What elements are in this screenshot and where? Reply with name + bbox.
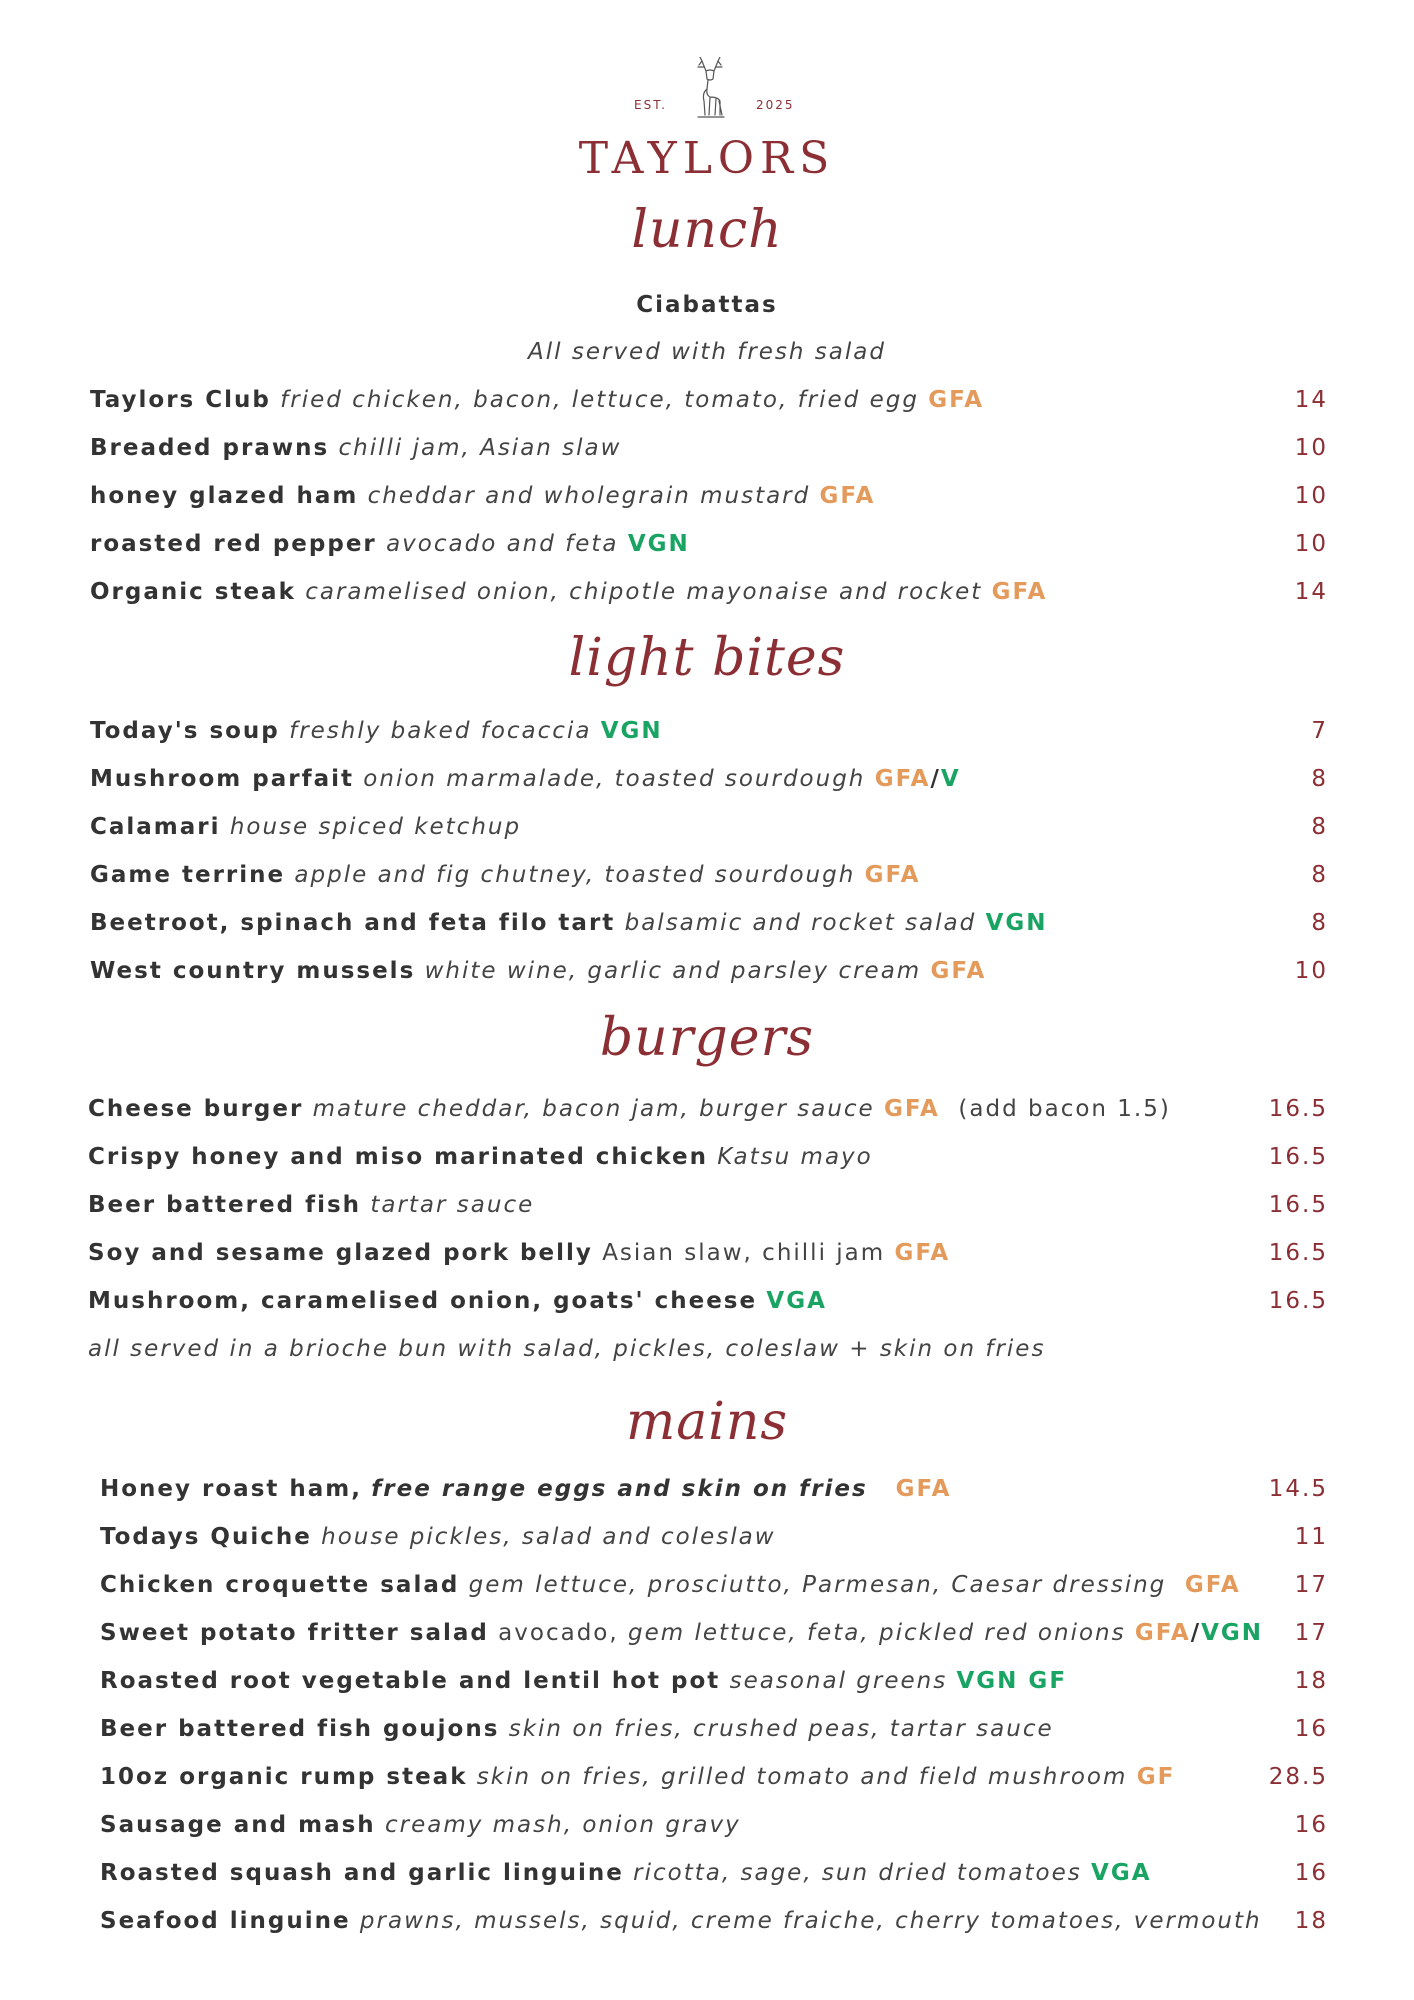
tag-separator: / — [930, 766, 941, 792]
dietary-tag: GFA — [928, 387, 985, 413]
item-price: 11 — [1294, 1524, 1328, 1550]
item-description: caramelised onion, chipotle mayonaise and rocket — [305, 579, 983, 605]
item-price: 16 — [1294, 1812, 1328, 1838]
section-title-lunch: lunch — [631, 200, 783, 260]
item-description: cheddar and wholegrain mustard — [367, 483, 811, 509]
item-price: 28.5 — [1268, 1764, 1328, 1790]
item-description: chilli jam, Asian slaw — [338, 435, 622, 461]
item-name: Honey roast ham, — [100, 1476, 362, 1502]
section-title-burgers: burgers — [599, 1008, 815, 1068]
dietary-tag: GFA — [991, 579, 1048, 605]
menu-item — [88, 1096, 1171, 1132]
item-price: 8 — [1311, 766, 1328, 792]
menu-item — [100, 1476, 951, 1512]
item-name: Today's soup — [90, 718, 280, 744]
menu-item — [90, 579, 1047, 615]
item-price: 16 — [1294, 1716, 1328, 1742]
item-price: 17 — [1294, 1572, 1328, 1598]
dietary-tag: GFA — [894, 1240, 951, 1266]
item-price: 16.5 — [1268, 1288, 1328, 1314]
item-name: Organic steak — [90, 579, 296, 605]
dietary-tag: GFA — [1134, 1620, 1191, 1646]
menu-item — [88, 1192, 534, 1228]
menu-item — [100, 1716, 1054, 1752]
menu-item — [90, 766, 961, 802]
menu-item — [88, 1144, 873, 1180]
item-description: free range eggs and skin on fries — [371, 1476, 868, 1502]
item-name: Seafood linguine — [100, 1908, 351, 1934]
item-price: 17 — [1294, 1620, 1328, 1646]
item-description: balsamic and rocket salad — [624, 910, 977, 936]
item-name: Cheese burger — [88, 1096, 304, 1122]
dietary-tag: V — [940, 766, 961, 792]
item-name: Roasted squash and garlic linguine — [100, 1860, 624, 1886]
stag-icon — [688, 57, 732, 123]
dietary-tag: VGN — [600, 718, 663, 744]
dietary-tag: VGN — [985, 910, 1048, 936]
item-name: Taylors Club — [90, 387, 271, 413]
item-description: gem lettuce, prosciutto, Parmesan, Caesar dressing — [468, 1572, 1167, 1598]
item-name: Soy and sesame glazed pork belly — [88, 1240, 593, 1266]
item-price: 8 — [1311, 862, 1328, 888]
item-name: 10oz organic rump steak — [100, 1764, 468, 1790]
item-price: 7 — [1311, 718, 1328, 744]
item-price: 8 — [1311, 910, 1328, 936]
menu-item — [88, 1288, 827, 1324]
item-name: Crispy honey and miso marinated chicken — [88, 1144, 708, 1170]
dietary-tag: VGA — [1091, 1860, 1152, 1886]
item-description: fried chicken, bacon, lettuce, tomato, fried egg — [280, 387, 919, 413]
menu-item — [100, 1572, 1241, 1608]
item-price: 10 — [1294, 958, 1328, 984]
item-description: onion marmalade, toasted sourdough — [363, 766, 866, 792]
item-description: creamy mash, onion gravy — [384, 1812, 741, 1838]
section-subhead: Ciabattas — [636, 292, 778, 318]
section-title-mains: mains — [625, 1392, 789, 1452]
item-description: Asian slaw, chilli jam — [602, 1240, 886, 1266]
dietary-tag: VGA — [766, 1288, 827, 1314]
item-description: mature cheddar, bacon jam, burger sauce — [312, 1096, 875, 1122]
item-price: 14 — [1294, 387, 1328, 413]
section-note: All served with fresh salad — [528, 339, 886, 365]
item-name: West country mussels — [90, 958, 416, 984]
item-name: Mushroom, caramelised onion, goats' cheese — [88, 1288, 758, 1314]
menu-item — [90, 958, 986, 994]
menu-item — [100, 1764, 1175, 1800]
item-price: 14.5 — [1268, 1476, 1328, 1502]
year-label: 2025 — [756, 98, 795, 112]
item-price: 16.5 — [1268, 1096, 1328, 1122]
item-description: skin on fries, crushed peas, tartar sauce — [508, 1716, 1054, 1742]
menu-item — [100, 1620, 1263, 1656]
item-description: Katsu mayo — [717, 1144, 873, 1170]
burgers-note: all served in a brioche bun with salad, pickles, coleslaw + skin on fries — [88, 1336, 1046, 1362]
item-price: 10 — [1294, 531, 1328, 557]
item-name: Beer battered fish — [88, 1192, 362, 1218]
menu-item — [90, 531, 690, 567]
item-name: Sausage and mash — [100, 1812, 376, 1838]
item-description: house pickles, salad and coleslaw — [321, 1524, 776, 1550]
item-price: 18 — [1294, 1668, 1328, 1694]
item-description: seasonal greens — [729, 1668, 948, 1694]
menu-item — [90, 814, 521, 850]
item-description: apple and fig chutney, toasted sourdough — [294, 862, 856, 888]
dietary-tag: GFA — [930, 958, 987, 984]
est-label: EST. — [634, 98, 667, 112]
dietary-tag: VGN — [1201, 1620, 1264, 1646]
menu-item — [90, 862, 920, 898]
menu-item — [100, 1908, 1262, 1944]
item-name: Roasted root vegetable and lentil hot pot — [100, 1668, 721, 1694]
menu-item — [88, 1240, 950, 1276]
item-description: ricotta, sage, sun dried tomatoes — [633, 1860, 1082, 1886]
dietary-tag: GFA — [874, 766, 931, 792]
item-description: white wine, garlic and parsley cream — [424, 958, 922, 984]
item-description: prawns, mussels, squid, creme fraiche, cherry tomatoes, vermouth — [359, 1908, 1262, 1934]
menu-item — [100, 1668, 1067, 1704]
item-description: tartar sauce — [370, 1192, 535, 1218]
menu-item — [90, 435, 621, 471]
tag-separator: / — [1190, 1620, 1202, 1646]
dietary-tag: VGN GF — [956, 1668, 1068, 1694]
item-description: freshly baked focaccia — [289, 718, 592, 744]
menu-item — [90, 483, 875, 519]
item-price: 16.5 — [1268, 1144, 1328, 1170]
item-price: 16 — [1294, 1860, 1328, 1886]
brand-name: TAYLORS — [578, 133, 836, 184]
item-name: roasted red pepper — [90, 531, 377, 557]
item-price: 14 — [1294, 579, 1328, 605]
item-name: honey glazed ham — [90, 483, 359, 509]
dietary-tag: GFA — [819, 483, 876, 509]
item-description: house spiced ketchup — [229, 814, 522, 840]
menu-item — [90, 718, 663, 754]
item-price: 10 — [1294, 435, 1328, 461]
menu-item — [90, 910, 1048, 946]
menu-header — [0, 55, 1414, 184]
item-price: 10 — [1294, 483, 1328, 509]
menu-item — [90, 387, 984, 423]
item-name: Beer battered fish goujons — [100, 1716, 500, 1742]
item-name: Todays Quiche — [100, 1524, 312, 1550]
item-price: 16.5 — [1268, 1240, 1328, 1266]
menu-item — [100, 1812, 741, 1848]
dietary-tag: GFA — [864, 862, 921, 888]
item-price: 18 — [1294, 1908, 1328, 1934]
dietary-tag: GFA — [895, 1476, 952, 1502]
item-name: Chicken croquette salad — [100, 1572, 460, 1598]
menu-item — [100, 1524, 776, 1560]
item-description: skin on fries, grilled tomato and field mushroom — [476, 1764, 1128, 1790]
item-addon: (add bacon 1.5) — [958, 1096, 1171, 1122]
dietary-tag: GFA — [884, 1096, 940, 1122]
item-description-plain: avocado, — [498, 1620, 619, 1646]
dietary-tag: GF — [1136, 1764, 1176, 1790]
item-price: 8 — [1311, 814, 1328, 840]
menu-item — [100, 1860, 1152, 1896]
item-name: Mushroom parfait — [90, 766, 354, 792]
item-description: avocado and feta — [386, 531, 619, 557]
dietary-tag: VGN — [627, 531, 690, 557]
item-name: Calamari — [90, 814, 221, 840]
item-description: gem lettuce, feta, pickled red onions — [627, 1620, 1126, 1646]
dietary-tag: GFA — [1184, 1572, 1241, 1598]
item-name: Game terrine — [90, 862, 286, 888]
item-price: 16.5 — [1268, 1192, 1328, 1218]
item-name: Beetroot, spinach and feta filo tart — [90, 910, 616, 936]
section-title-light-bites: light bites — [568, 628, 846, 688]
item-name: Breaded prawns — [90, 435, 330, 461]
item-name: Sweet potato fritter salad — [100, 1620, 489, 1646]
